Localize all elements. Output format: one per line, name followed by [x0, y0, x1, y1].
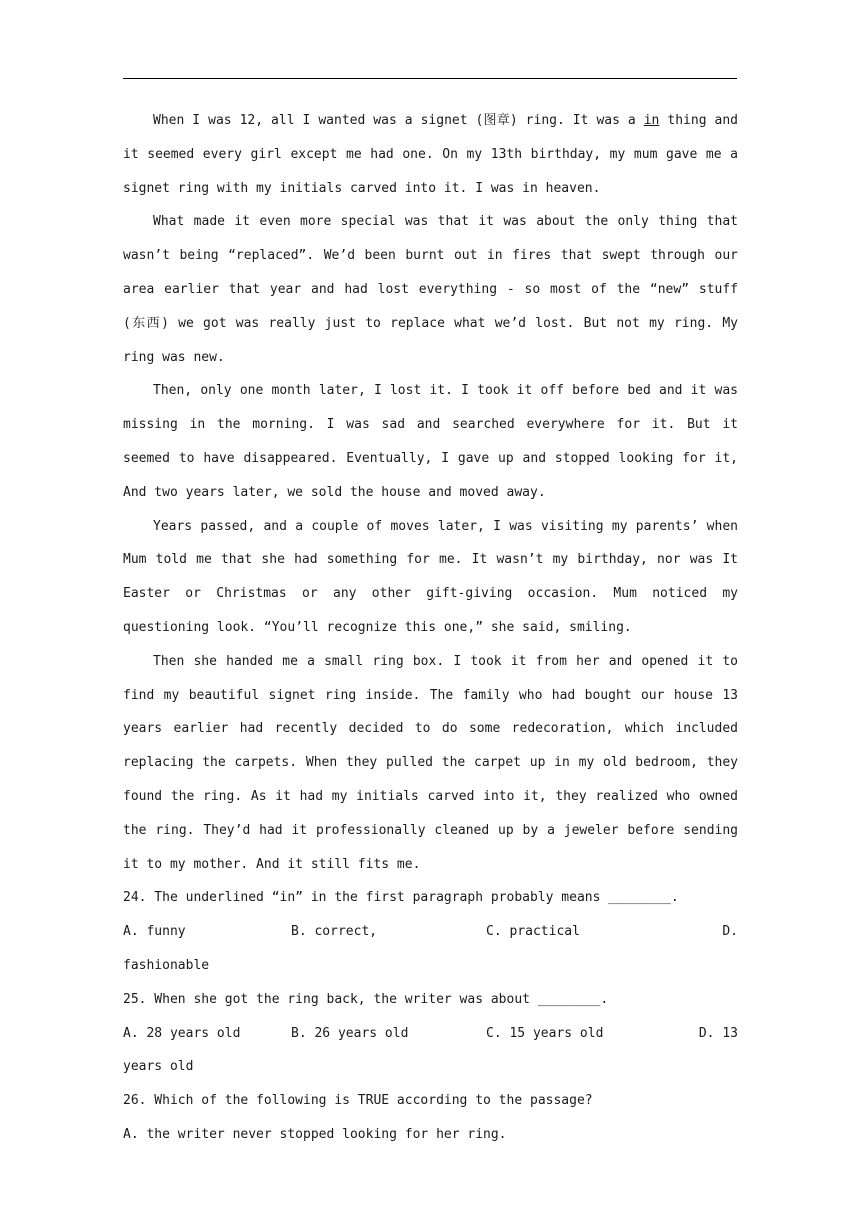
question-25-option-a[interactable]: A. 28 years old [123, 1025, 241, 1041]
paragraph-3: Then, only one month later, I lost it. I took it off before bed and it was missing in the morning. I was sad and searched everywhere for it. But it seemed to have disappeared. Eventually, I gave up and stopped looking for it, And two years later, we sold the house and moved away. [123, 383, 738, 500]
question-25-option-d[interactable]: D. 13 [698, 1025, 738, 1041]
question-25-options [123, 1017, 738, 1051]
question-25 [123, 983, 738, 1084]
paragraph-4: Years passed, and a couple of moves later, I was visiting my parents’ when Mum told me that she had something for me. It wasn’t my birthday, nor was It Easter or Christmas or any other gift-giving occasion. Mum noticed my questioning look. “You’ll recognize this one,” she said, smiling. [123, 518, 738, 635]
question-25-stem: 25. When she got the ring back, the writer was about ________. [123, 991, 609, 1007]
paragraph-1-text-b: thing and it seemed every girl except me had one. On my 13th birthday, my mum gave me a signet ring with my initials carved into it. I was in heaven. [123, 113, 738, 196]
question-26-option-a[interactable]: A. the writer never stopped looking for her ring. [123, 1126, 507, 1142]
question-24 [123, 881, 738, 982]
question-24-option-d[interactable]: D. [722, 924, 738, 940]
paragraph-1 [123, 104, 738, 205]
question-25-option-b[interactable]: B. 26 years old [291, 1025, 409, 1041]
document-body [123, 104, 738, 1152]
question-24-option-a[interactable]: A. funny [123, 924, 186, 940]
question-26-stem: 26. Which of the following is TRUE according to the passage? [123, 1093, 593, 1109]
question-24-option-b[interactable]: B. correct, [291, 924, 378, 940]
paragraph-1-text-a: When I was 12, all I wanted was a signet (图章) ring. It was a [153, 113, 644, 128]
paragraph-2: What made it even more special was that it was about the only thing that wasn’t being “replaced”. We’d been burnt out in fires that swept through our area earlier that year and had lost everything - so most of the “new” stuff (东西) we got was really just to replace what we’d lost. But not my ring. My ring was new. [123, 214, 738, 365]
paragraph-5: Then she handed me a small ring box. I took it from her and opened it to find my beautiful signet ring inside. The family who had bought our house 13 years earlier had recently decided to do some redecoration, which included replacing the carpets. When they pulled the carpet up in my old bedroom, they found the ring. As it had my initials carved into it, they realized who owned the ring. They’d had it professionally cleaned up by a jeweler before sending it to my mother. And it still fits me. [123, 653, 738, 872]
question-24-options [123, 915, 738, 949]
question-24-stem: 24. The underlined “in” in the first paragraph probably means ________. [123, 890, 679, 906]
header-rule [123, 78, 737, 79]
question-24-option-c[interactable]: C. practical [486, 924, 580, 940]
question-25-option-c[interactable]: C. 15 years old [486, 1025, 604, 1041]
question-26 [123, 1084, 738, 1152]
question-24-option-d-text: fashionable [123, 957, 210, 973]
question-25-option-d-text: years old [123, 1059, 194, 1075]
underlined-word-in: in [643, 113, 660, 128]
